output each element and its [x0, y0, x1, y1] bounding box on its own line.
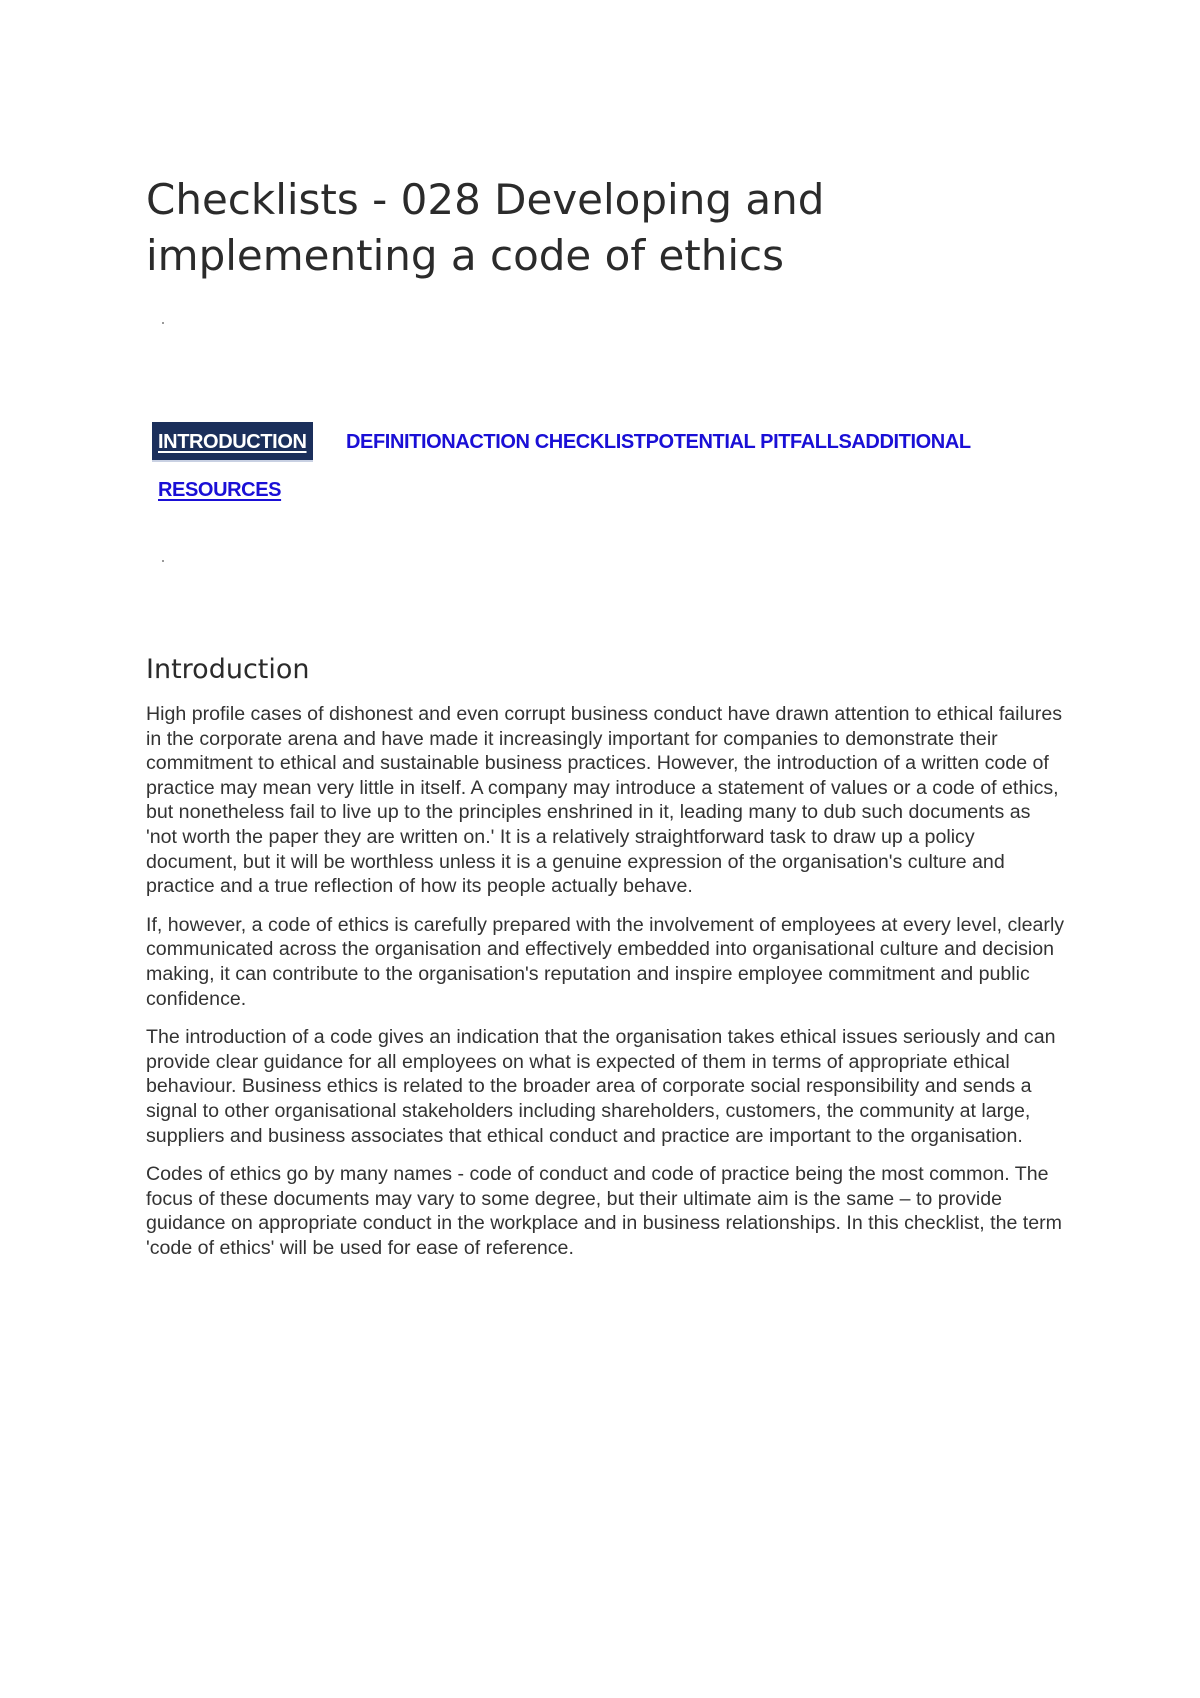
- tab-row: [152, 422, 1052, 462]
- tab-introduction[interactable]: INTRODUCTION: [152, 422, 313, 462]
- tab-additional[interactable]: ADDITIONAL: [851, 431, 971, 453]
- page-title: Checklists - 028 Developing and implementing a code of ethics: [146, 175, 825, 280]
- tab-action-checklist[interactable]: ACTION CHECKLIST: [455, 431, 646, 453]
- paragraph: If, however, a code of ethics is carefully prepared with the involvement of employees at every level, clearly communicated across the organisation and effectively embedded into organisational culture and decision making, it can contribute to the organisation's reputation and inspire employee commitment and public confidence.: [146, 913, 1065, 1010]
- paragraph: High profile cases of dishonest and even corrupt business conduct have drawn attention to ethical failures in the corporate arena and have made it increasingly important for companies to demonstrate their commitment to ethical and sustainable business practices. However, the introduction of a written code of practice may mean very little in itself. A company may introduce a statement of values or a code of ethics, but nonetheless fail to live up to the principles enshrined in it, leading many to dub such documents as 'not worth the paper they are written on.' It is a relatively straightforward task to draw up a policy document, but it will be worthless unless it is a genuine expression of the organisation's culture and practice and a true reflection of how its people actually behave.: [146, 703, 1063, 898]
- decorative-dot: [162, 322, 164, 324]
- section-heading: Introduction: [146, 654, 310, 685]
- section-body: [146, 702, 1066, 1274]
- paragraph: Codes of ethics go by many names - code of conduct and code of practice being the most common. The focus of these documents may vary to some degree, but their ultimate aim is the same – to provide guidance on appropriate conduct in the workplace and in business relationships. In this checklist, the term 'code of ethics' will be used for ease of reference.: [146, 1163, 1062, 1259]
- paragraph: The introduction of a code gives an indication that the organisation takes ethical issues seriously and can provide clear guidance for all employees on what is expected of them in terms of appropriate ethical behaviour. Business ethics is related to the broader area of corporate social responsibility and sends a signal to other organisational stakeholders including shareholders, customers, the community at large, suppliers and business associates that ethical conduct and practice are important to the organisation.: [146, 1026, 1056, 1147]
- document-page: [146, 0, 1066, 1698]
- tab-links-group: [346, 422, 971, 462]
- decorative-dot: [162, 560, 164, 562]
- section-tabs: [152, 422, 1052, 501]
- tab-potential-pitfalls[interactable]: POTENTIAL PITFALLS: [645, 431, 852, 453]
- tab-definition[interactable]: DEFINITION: [346, 431, 456, 453]
- tab-second-line: [158, 470, 281, 510]
- tab-resources[interactable]: RESOURCES: [158, 479, 282, 501]
